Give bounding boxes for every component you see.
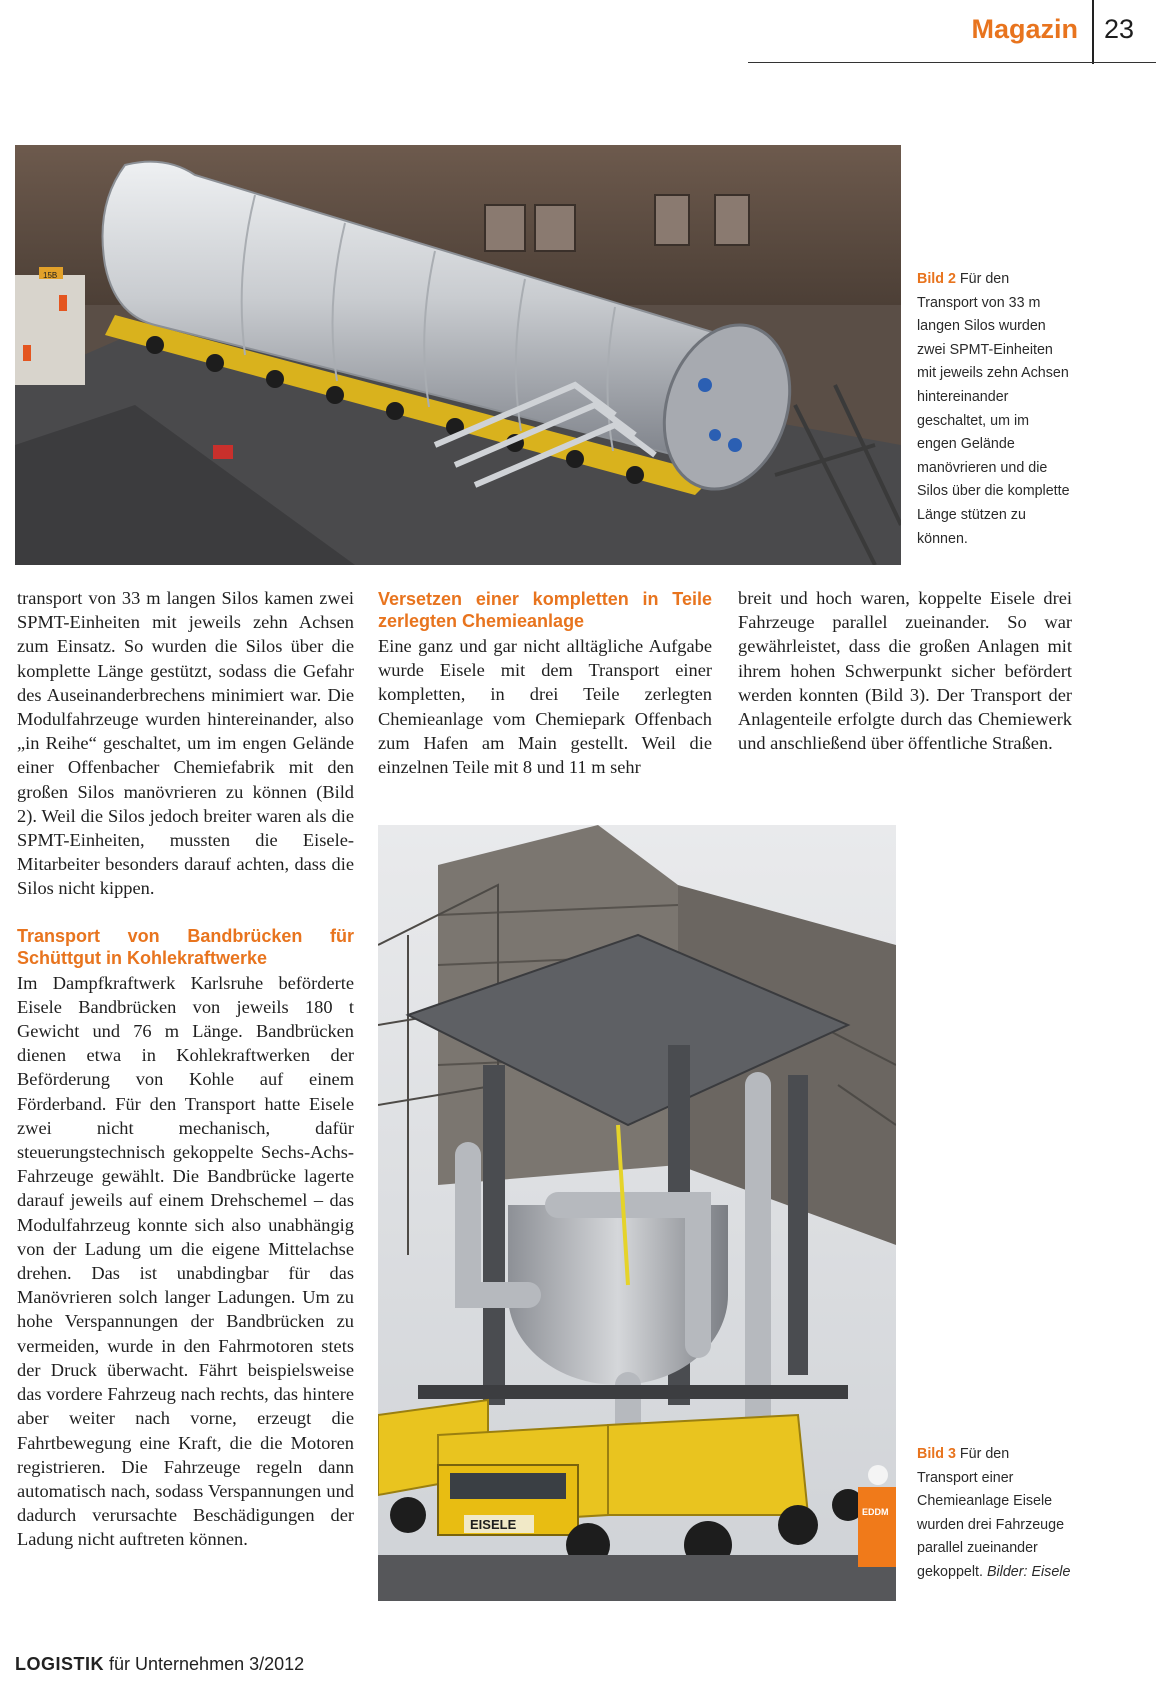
- column1-heading: Transport von Bandbrücken für Schüttgut in Kohlekraftwerke: [17, 925, 354, 968]
- column2-heading: Versetzen einer kompletten in Teile zerlegten Chemieanlage: [378, 589, 712, 631]
- figure3-credit: Bilder: Eisele: [986, 1563, 1071, 1580]
- footer: [15, 1654, 304, 1675]
- column-1: [17, 586, 354, 1552]
- column1-body: Im Dampfkraftwerk Karlsruhe beförderte Eisele Bandbrücken von jeweils 180 t Gewicht und 76 m Länge. Bandbrücken dienen etwa in Kohlekraftwerken der Beförderung von Kohle auf einem Förderband. Für den Transport hatte Eisele zwei nicht mechanisch, dafür steuerungstechnisch gekoppelte Sechs-Achs-Fahrzeuge gewählt. Die Bandbrücke lagerte darauf jeweils auf einem Drehschemel – das Modulfahrzeug konnte sich also unabhängig von der Ladung um die eigene Mittelachse drehen. Das ist unabdingbar für das Manövrieren solch langer Ladungen. Um zu hohe Verspannungen der Bandbrücken zu vermeiden, wurde in den Fahrmotoren stets der Druck überwacht. Fährt beispielsweise das vordere Fahrzeug nach rechts, das hintere aber weiter nach vorne, erzeugt die Fahrtbewegung eine Kraft, die die Motoren registrieren. Die Fahrzeuge regeln dann automatisch nach, sodass Verspannungen und dadurch verursachte Beschädigungen der Ladung nicht auftreten können.: [17, 972, 354, 1550]
- figure2-caption-text: Für den Transport von 33 m langen Silos wurden zwei SPMT-Einheiten mit jeweils zehn Achsen hintereinander geschaltet, um im engen Gelände manövrieren und die Silos über die komplette Länge stützen zu können.: [917, 271, 1070, 547]
- figure3-caption: [917, 1443, 1073, 1585]
- truck-text: EISELE: [470, 1517, 517, 1532]
- figure2-caption: [917, 268, 1071, 551]
- column-3: [738, 586, 1072, 755]
- column3-body: breit und hoch waren, koppelte Eisele drei Fahrzeuge parallel zueinander. So war gewährleistet, dass die großen Anlagen mit ihrem hohen Schwerpunkt sicher befördert werden konnten (Bild 3). Der Transport der Anlagenteile erfolgte durch das Chemiewerk und anschließend über öffentliche Straßen.: [738, 588, 1072, 754]
- silo-transport-photo: [15, 145, 901, 565]
- chemical-plant-photo: [378, 825, 896, 1601]
- page-number: 23: [1104, 14, 1135, 44]
- column2-body: Eine ganz und gar nicht alltägliche Aufgabe wurde Eisele mit dem Transport einer kompletten, in drei Teile zerlegten Chemieanlage vom Chemiepark Offenbach zum Hafen am Main gestellt. Weil die einzelnen Teile mit 8 und 11 m sehr: [378, 636, 712, 778]
- header-rule: [748, 62, 1156, 63]
- column-2: [378, 588, 712, 779]
- footer-issue: für Unternehmen 3/2012: [109, 1654, 305, 1674]
- header-divider: [1092, 0, 1094, 64]
- footer-brand: LOGISTIK: [15, 1654, 104, 1674]
- column1-intro: transport von 33 m langen Silos kamen zwei SPMT-Einheiten mit jeweils zehn Achsen zum Einsatz. So wurden die Silos über die komplette Länge gestützt, sodass die Gefahr des Auseinanderbrechens minimiert war. Die Modulfahrzeuge wurden hintereinander, also „in Reihe“ geschaltet, um im engen Gelände einer Offenbacher Chemiefabrik mit den großen Silos manövrieren zu können (Bild 2). Weil die Silos jedoch breiter waren als die SPMT-Einheiten, mussten die Eisele-Mitarbeiter besonders darauf achten, dass die Silos nicht kippen.: [17, 588, 354, 899]
- vest-text: EDDM: [862, 1507, 889, 1517]
- figure2-label: Bild 2: [917, 271, 956, 287]
- figure3-label: Bild 3: [917, 1446, 956, 1462]
- plate-text: 15B: [43, 271, 58, 280]
- section-title: Magazin: [971, 14, 1078, 44]
- figure3-caption-text: Für den Transport einer Chemieanlage Eisele wurden drei Fahrzeuge parallel zueinander gekoppelt.: [917, 1446, 1065, 1580]
